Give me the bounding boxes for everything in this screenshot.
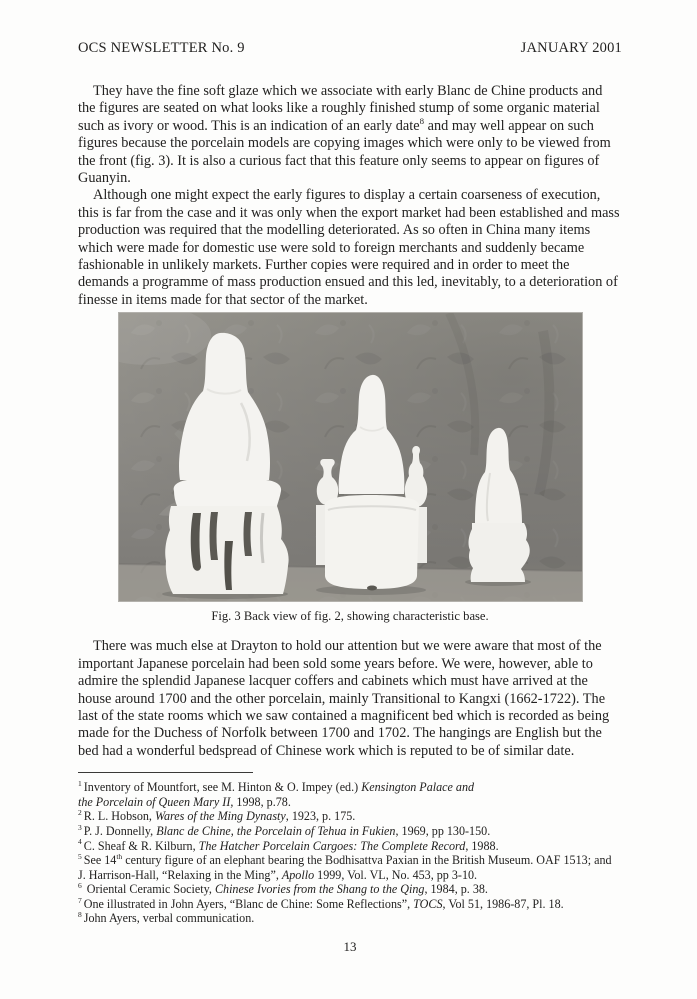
footnote-text: Kensington Palace and [361, 780, 475, 795]
page-header [78, 40, 622, 57]
footnote-text: P. J. Donnelly, [83, 823, 157, 838]
footnote [78, 853, 622, 882]
footnote-text: 1999, Vol. VL, No. 453, pp 3-10. [314, 867, 478, 882]
paragraph-1-text: They have the fine soft glaze which we associate with early Blanc de Chine products and the figures are seated on what looks like a roughly finished stump of some organic material such as ivory or wood. This is an indication of an early date [78, 83, 603, 134]
paragraph-2: Although one might expect the early figures to display a certain coarseness of execution, this is far from the case and it was only when the export market had been established and mass production was required that the modelling deteriorated. As so often in China many items which were made for domestic use were sold to foreign merchants and suddenly became fashionable in unlikely markets. Further copies were required and in order to meet the demands a programme of mass production ensued and this led, inevitably, to a deterioration of finesse in items made for that sector of the market. [78, 187, 620, 308]
footnote [78, 882, 622, 897]
footnote-marker: 3 [78, 822, 82, 832]
footnote-text: R. L. Hobson, [83, 809, 155, 824]
footnote-text: century figure of an elephant bearing the Bodhisattva Paxian in the British Museum. OAF 1513; and [122, 853, 612, 868]
footnote-marker: 5 [78, 852, 82, 862]
footnote-separator [78, 772, 253, 773]
footnote-marker: 8 [78, 910, 82, 920]
footnote-text: One illustrated in John Ayers, “Blanc de Chine: Some Reflections”, [83, 896, 414, 911]
footnote [78, 897, 622, 912]
footnote [78, 824, 622, 839]
footnote-text: Wares of the Ming Dynasty [154, 809, 286, 824]
footnote-text: the Porcelain of Queen Mary II, [78, 794, 234, 809]
footnote-text: John Ayers, verbal communication. [83, 911, 255, 926]
footnote-text: J. Harrison-Hall, “Relaxing in the Ming”, [78, 867, 282, 882]
footnote-text: , 1969, pp 130-150. [395, 823, 491, 838]
footnote-text: The Hatcher Porcelain Cargoes: The Complete Record [198, 838, 466, 853]
figure-photo [118, 312, 583, 602]
page-number: 13 [343, 939, 357, 955]
footnote [78, 911, 622, 926]
footnote-marker: 1 [78, 779, 82, 789]
footnote-marker: 4 [78, 837, 82, 847]
footnote-text: Oriental Ceramic Society, [83, 882, 215, 897]
footnote-text: 1998, p.78. [233, 794, 291, 809]
footnote-text: , Vol 51, 1986-87, Pl. 18. [442, 896, 564, 911]
paragraph-1-text-cont: and may well appear on such figures because the porcelain models are copying images which were only to be viewed from the front (fig. 3). It is also a curious fact that this feature only seems to appear on figures of Guanyin. [78, 117, 611, 187]
footnote-marker: 6 [78, 881, 82, 891]
paragraph-3: There was much else at Drayton to hold our attention but we were aware that most of the important Japanese porcelain had been sold some years before. We were, however, able to admire the splendid Japanese lacquer coffers and cabinets which must have arrived at the house around 1700 and the other porcelain, mainly Transitional to Kangxi (1662-1722). The last of the state rooms which we saw contained a magnificent bed which is recorded as being made for the Duchess of Norfolk between 1700 and 1702. The hangings are English but the bed had a wonderful bedspread of Chinese work which is reputed to be of similar date. [78, 638, 610, 759]
paragraph-1 [78, 83, 622, 187]
footnote-text: th [116, 852, 123, 862]
figure-photo-svg [119, 313, 582, 601]
footnote-text: Blanc de Chine, the Porcelain of Tehua in Fukien [156, 823, 396, 838]
footnote-marker: 2 [78, 808, 82, 818]
footnote [78, 809, 622, 824]
footnote [78, 780, 622, 809]
footnote-text: C. Sheaf & R. Kilburn, [83, 838, 199, 853]
footnote [78, 839, 622, 854]
footnote-marker: 7 [78, 895, 82, 905]
footnote-text: Inventory of Mountfort, see M. Hinton & O. Impey (ed.) [83, 780, 362, 795]
footnote-text: Chinese Ivories from the Shang to the Qing [214, 882, 425, 897]
header-newsletter-title: OCS NEWSLETTER No. 9 [78, 40, 245, 56]
header-date: JANUARY 2001 [520, 40, 622, 56]
footnote-text: , 1988. [465, 838, 499, 853]
footnote-text: Apollo [281, 867, 315, 882]
figure-caption: Fig. 3 Back view of fig. 2, showing characteristic base. [211, 609, 489, 624]
footnote-text: , 1923, p. 175. [285, 809, 356, 824]
footnote-text: TOCS [413, 896, 443, 911]
footnotes-list [78, 780, 622, 926]
footnote-ref-8: 8 [419, 116, 425, 127]
footnote-text: See 14 [83, 853, 117, 868]
footnote-text: , 1984, p. 38. [424, 882, 488, 897]
